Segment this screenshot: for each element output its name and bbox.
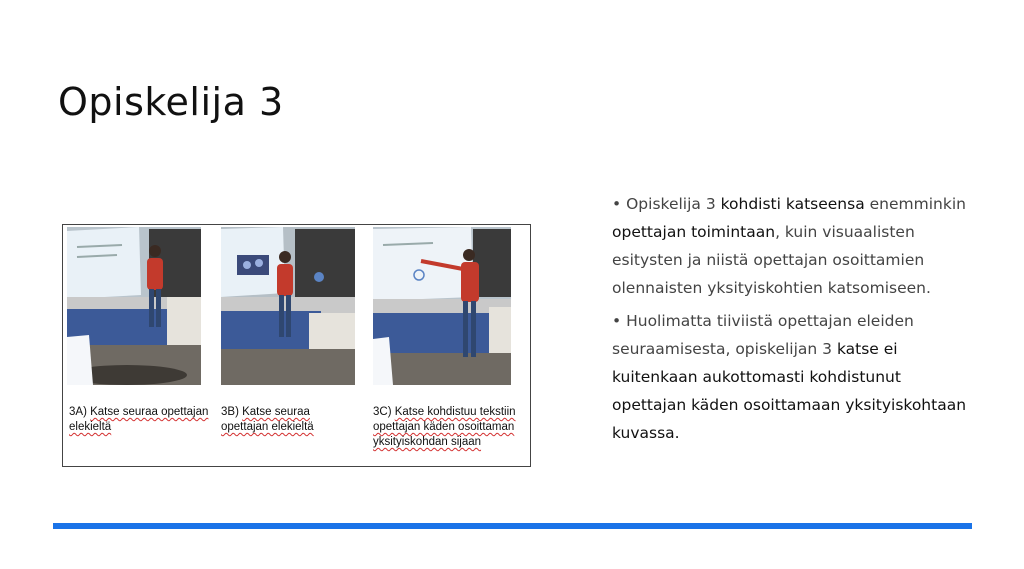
figure-panel bbox=[62, 224, 531, 467]
bullet-emphasis: opettajan toimintaan bbox=[612, 223, 776, 241]
photo-3a bbox=[67, 227, 201, 385]
bullet-item bbox=[612, 307, 972, 447]
slide-title: Opiskelija 3 bbox=[58, 80, 284, 124]
caption-3b bbox=[221, 405, 341, 435]
bullet-text: Opiskelija 3 bbox=[626, 195, 721, 213]
caption-label: 3C) bbox=[373, 406, 392, 418]
accent-rule bbox=[53, 523, 972, 529]
bullet-emphasis: katse ei kuitenkaan aukottomasti kohdistunut opettajan käden osoittamaan yksityiskohtaan kuvassa. bbox=[612, 340, 967, 442]
caption-3a bbox=[69, 405, 209, 435]
caption-3c bbox=[373, 405, 518, 450]
bullet-text: enemminkin bbox=[864, 195, 966, 213]
caption-text: Katse seuraa opettajan elekieltä bbox=[69, 406, 209, 433]
bullet-text: , kuin visuaalisten esitysten ja niistä opettajan osoittamien olennaisten yksityiskohtien katsomiseen. bbox=[612, 223, 931, 297]
caption-label: 3B) bbox=[221, 406, 239, 418]
caption-label: 3A) bbox=[69, 406, 87, 418]
bullet-item bbox=[612, 190, 972, 302]
bullet-marker: • bbox=[612, 312, 622, 330]
bullet-emphasis: kohdisti katseensa bbox=[720, 195, 865, 213]
caption-text: Katse seuraa opettajan elekieltä bbox=[221, 406, 314, 433]
bullet-text: Huolimatta tiiviistä opettajan eleiden seuraamisesta, opiskelijan 3 bbox=[612, 312, 914, 358]
bullet-list bbox=[612, 190, 972, 452]
bullet-marker: • bbox=[612, 195, 622, 213]
photo-3b bbox=[221, 227, 355, 385]
photo-3c bbox=[373, 227, 511, 385]
caption-text: Katse kohdistuu tekstiin opettajan käden osoittaman yksityiskohdan sijaan bbox=[373, 406, 516, 448]
